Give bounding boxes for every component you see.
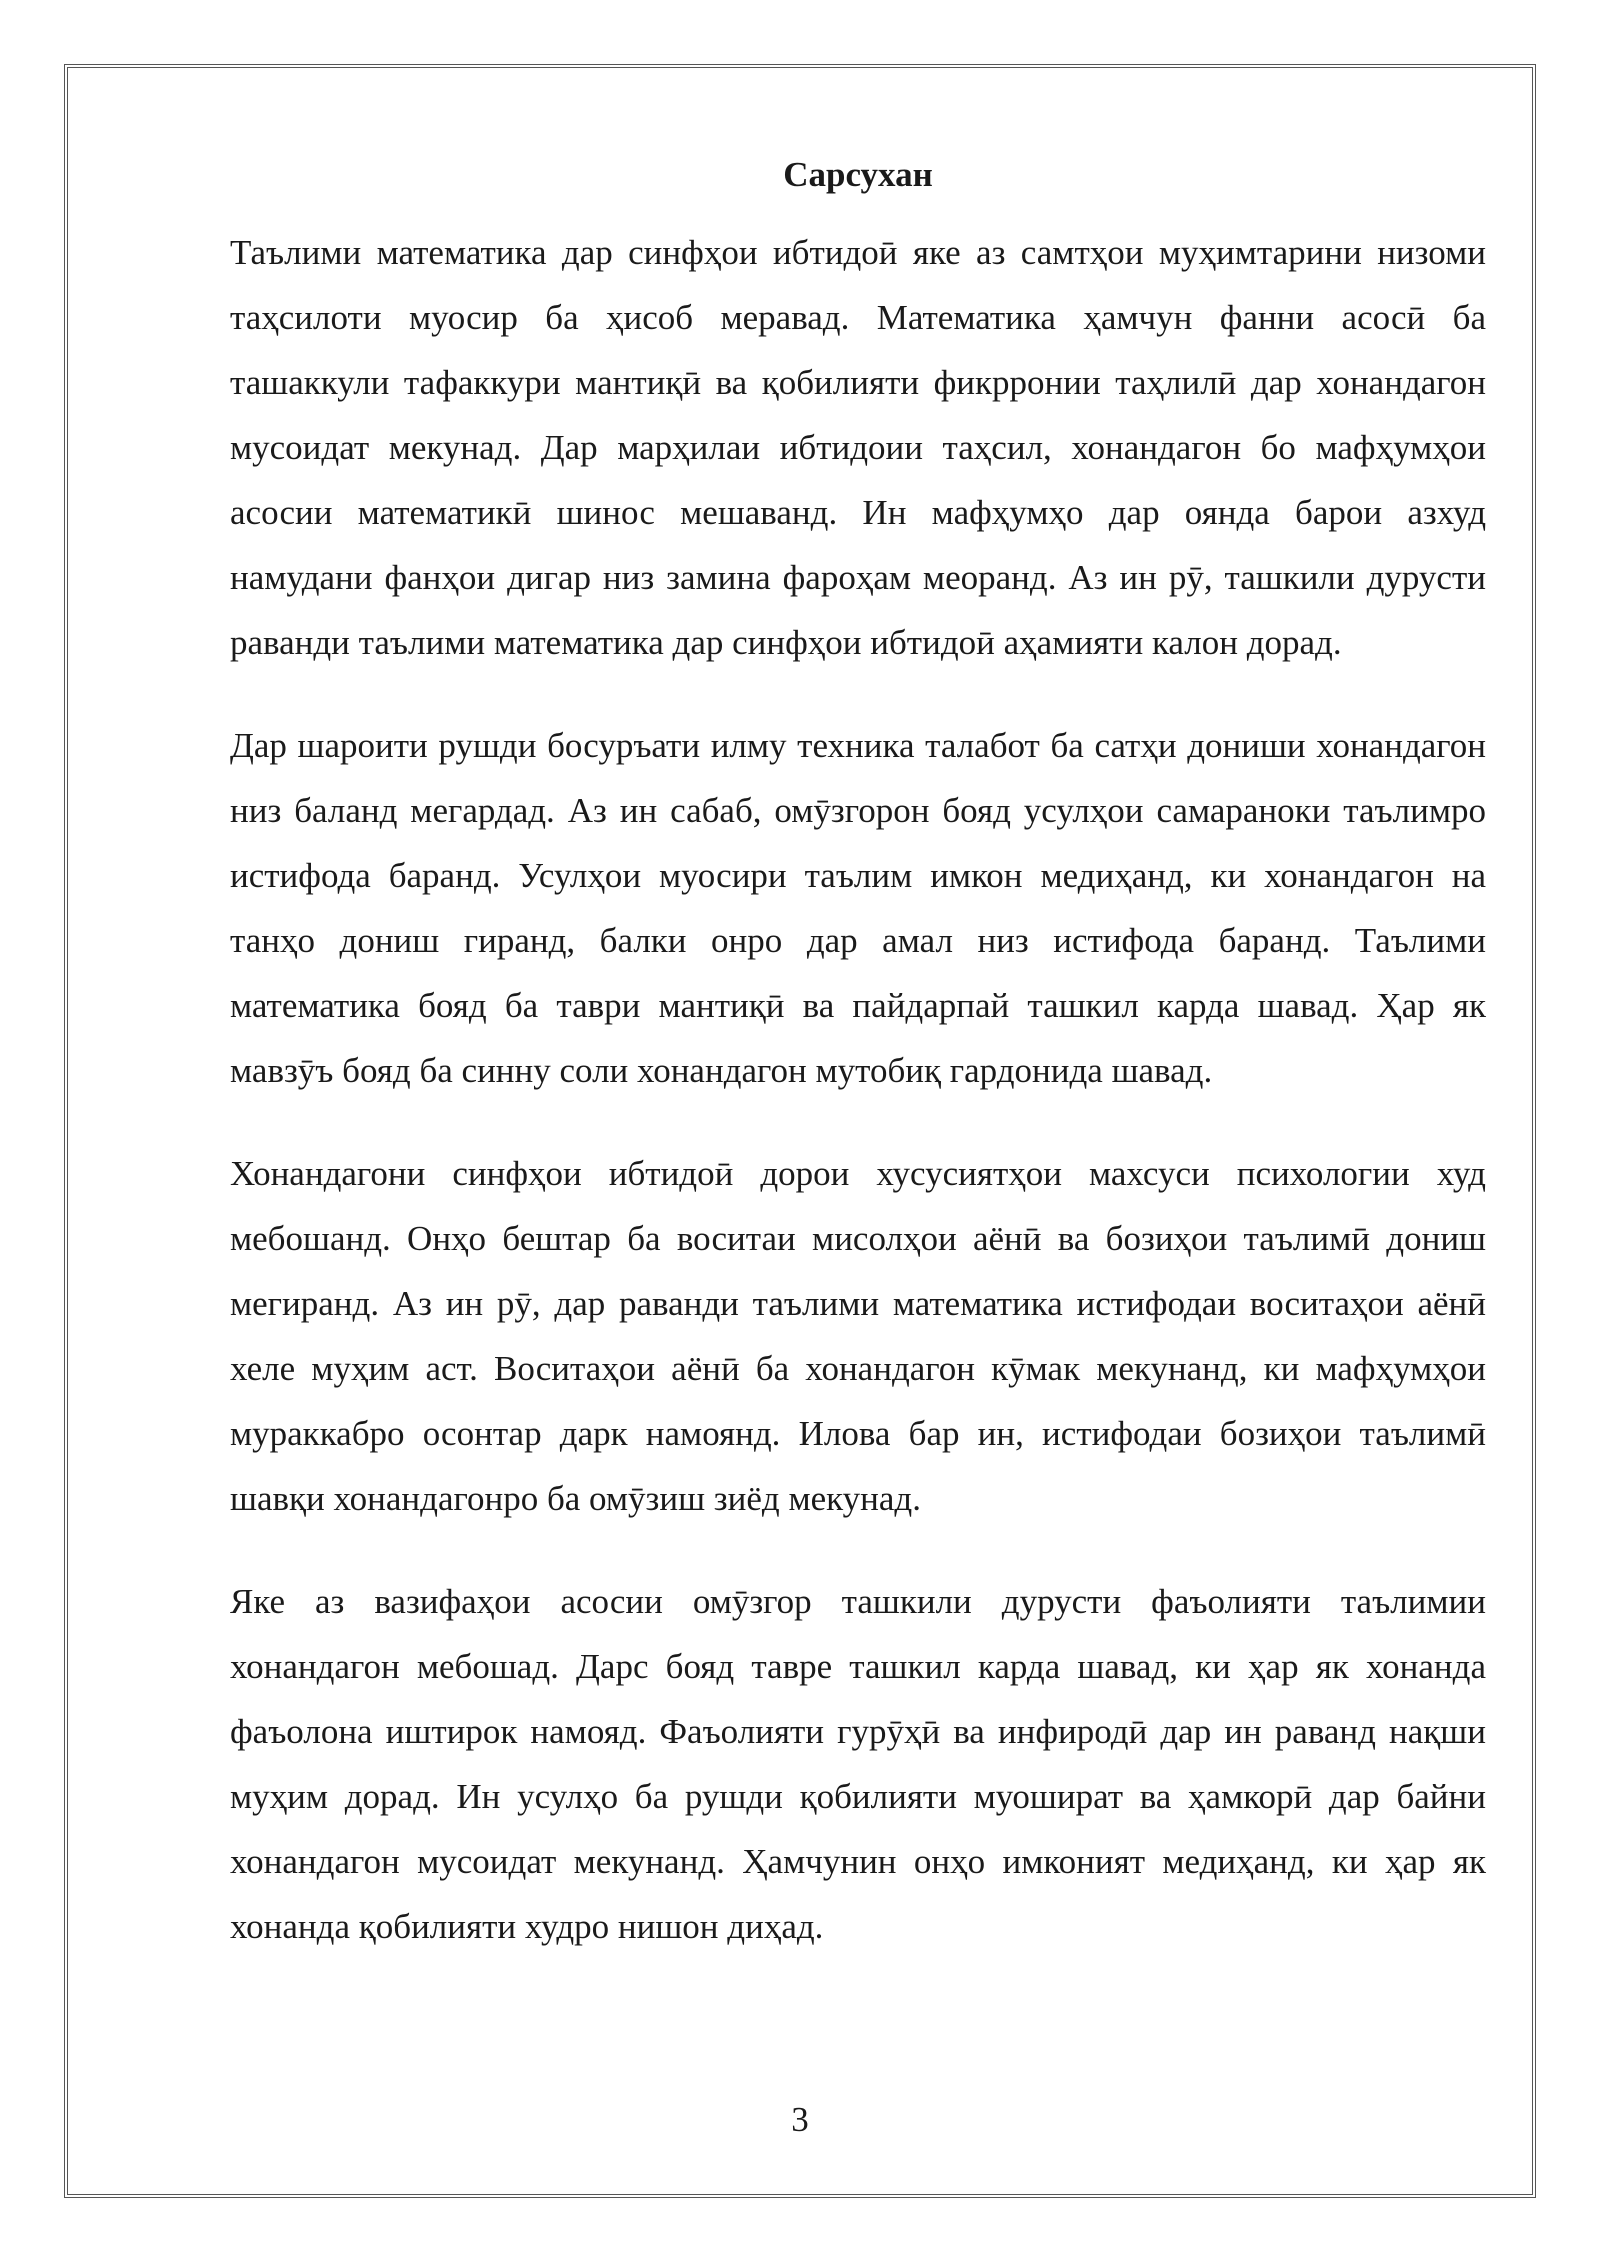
document-body bbox=[230, 150, 1486, 1997]
page-number: 3 bbox=[791, 2100, 809, 2139]
paragraph-4: Яке аз вазифаҳои асосии омӯзгор ташкили дурусти фаъолияти таълимии хонандагон мебошад. Дарс бояд тавре ташкил карда шавад, ки ҳар як хонанда фаъолона иштирок намояд. Фаъолияти гурӯҳӣ ва инфиродӣ дар ин раванд нақши муҳим дорад. Ин усулҳо ба рушди қобилияти муошират ва ҳамкорӣ дар байни хонандагон мусоидат мекунанд. Ҳамчунин онҳо имконият медиҳанд, ки ҳар як хонанда қобилияти худро нишон диҳад. bbox=[230, 1582, 1486, 1946]
paragraph-2: Дар шароити рушди босуръати илму техника талабот ба сатҳи дониши хонандагон низ баланд мегардад. Аз ин сабаб, омӯзгорон бояд усулҳои самараноки таълимро истифода баранд. Усулҳои муосири таълим имкон медиҳанд, ки хонандагон на танҳо дониш гиранд, балки онро дар амал низ истифода баранд. Таълими математика бояд ба таври мантиқӣ ва пайдарпай ташкил карда шавад. Ҳар як мавзӯъ бояд ба синну соли хонандагон мутобиқ гардонида шавад. bbox=[230, 726, 1486, 1090]
paragraph-1: Таълими математика дар синфҳои ибтидоӣ яке аз самтҳои муҳимтарини низоми таҳсилоти муосир ба ҳисоб меравад. Математика ҳамчун фанни асосӣ ба ташаккули тафаккури мантиқӣ ва қобилияти фикрронии таҳлилӣ дар хонандагон мусоидат мекунад. Дар марҳилаи ибтидоии таҳсил, хонандагон бо мафҳумҳои асосии математикӣ шинос мешаванд. Ин мафҳумҳо дар оянда барои азхуд намудани фанҳои дигар низ замина фароҳам меоранд. Аз ин рӯ, ташкили дурусти раванди таълими математика дар синфҳои ибтидоӣ аҳамияти калон дорад. bbox=[230, 233, 1486, 662]
document-title: Сарсухан bbox=[783, 155, 933, 194]
paragraph-3: Хонандагони синфҳои ибтидоӣ дорои хусусиятҳои махсуси психологии худ мебошанд. Онҳо бештар ба воситаи мисолҳои аёнӣ ва бозиҳои таълимӣ дониш мегиранд. Аз ин рӯ, дар раванди таълими математика истифодаи воситаҳои аёнӣ хеле муҳим аст. Воситаҳои аёнӣ ба хонандагон кӯмак мекунанд, ки мафҳумҳои мураккабро осонтар дарк намоянд. Илова бар ин, истифодаи бозиҳои таълимӣ шавқи хонандагонро ба омӯзиш зиёд мекунад. bbox=[230, 1154, 1486, 1518]
